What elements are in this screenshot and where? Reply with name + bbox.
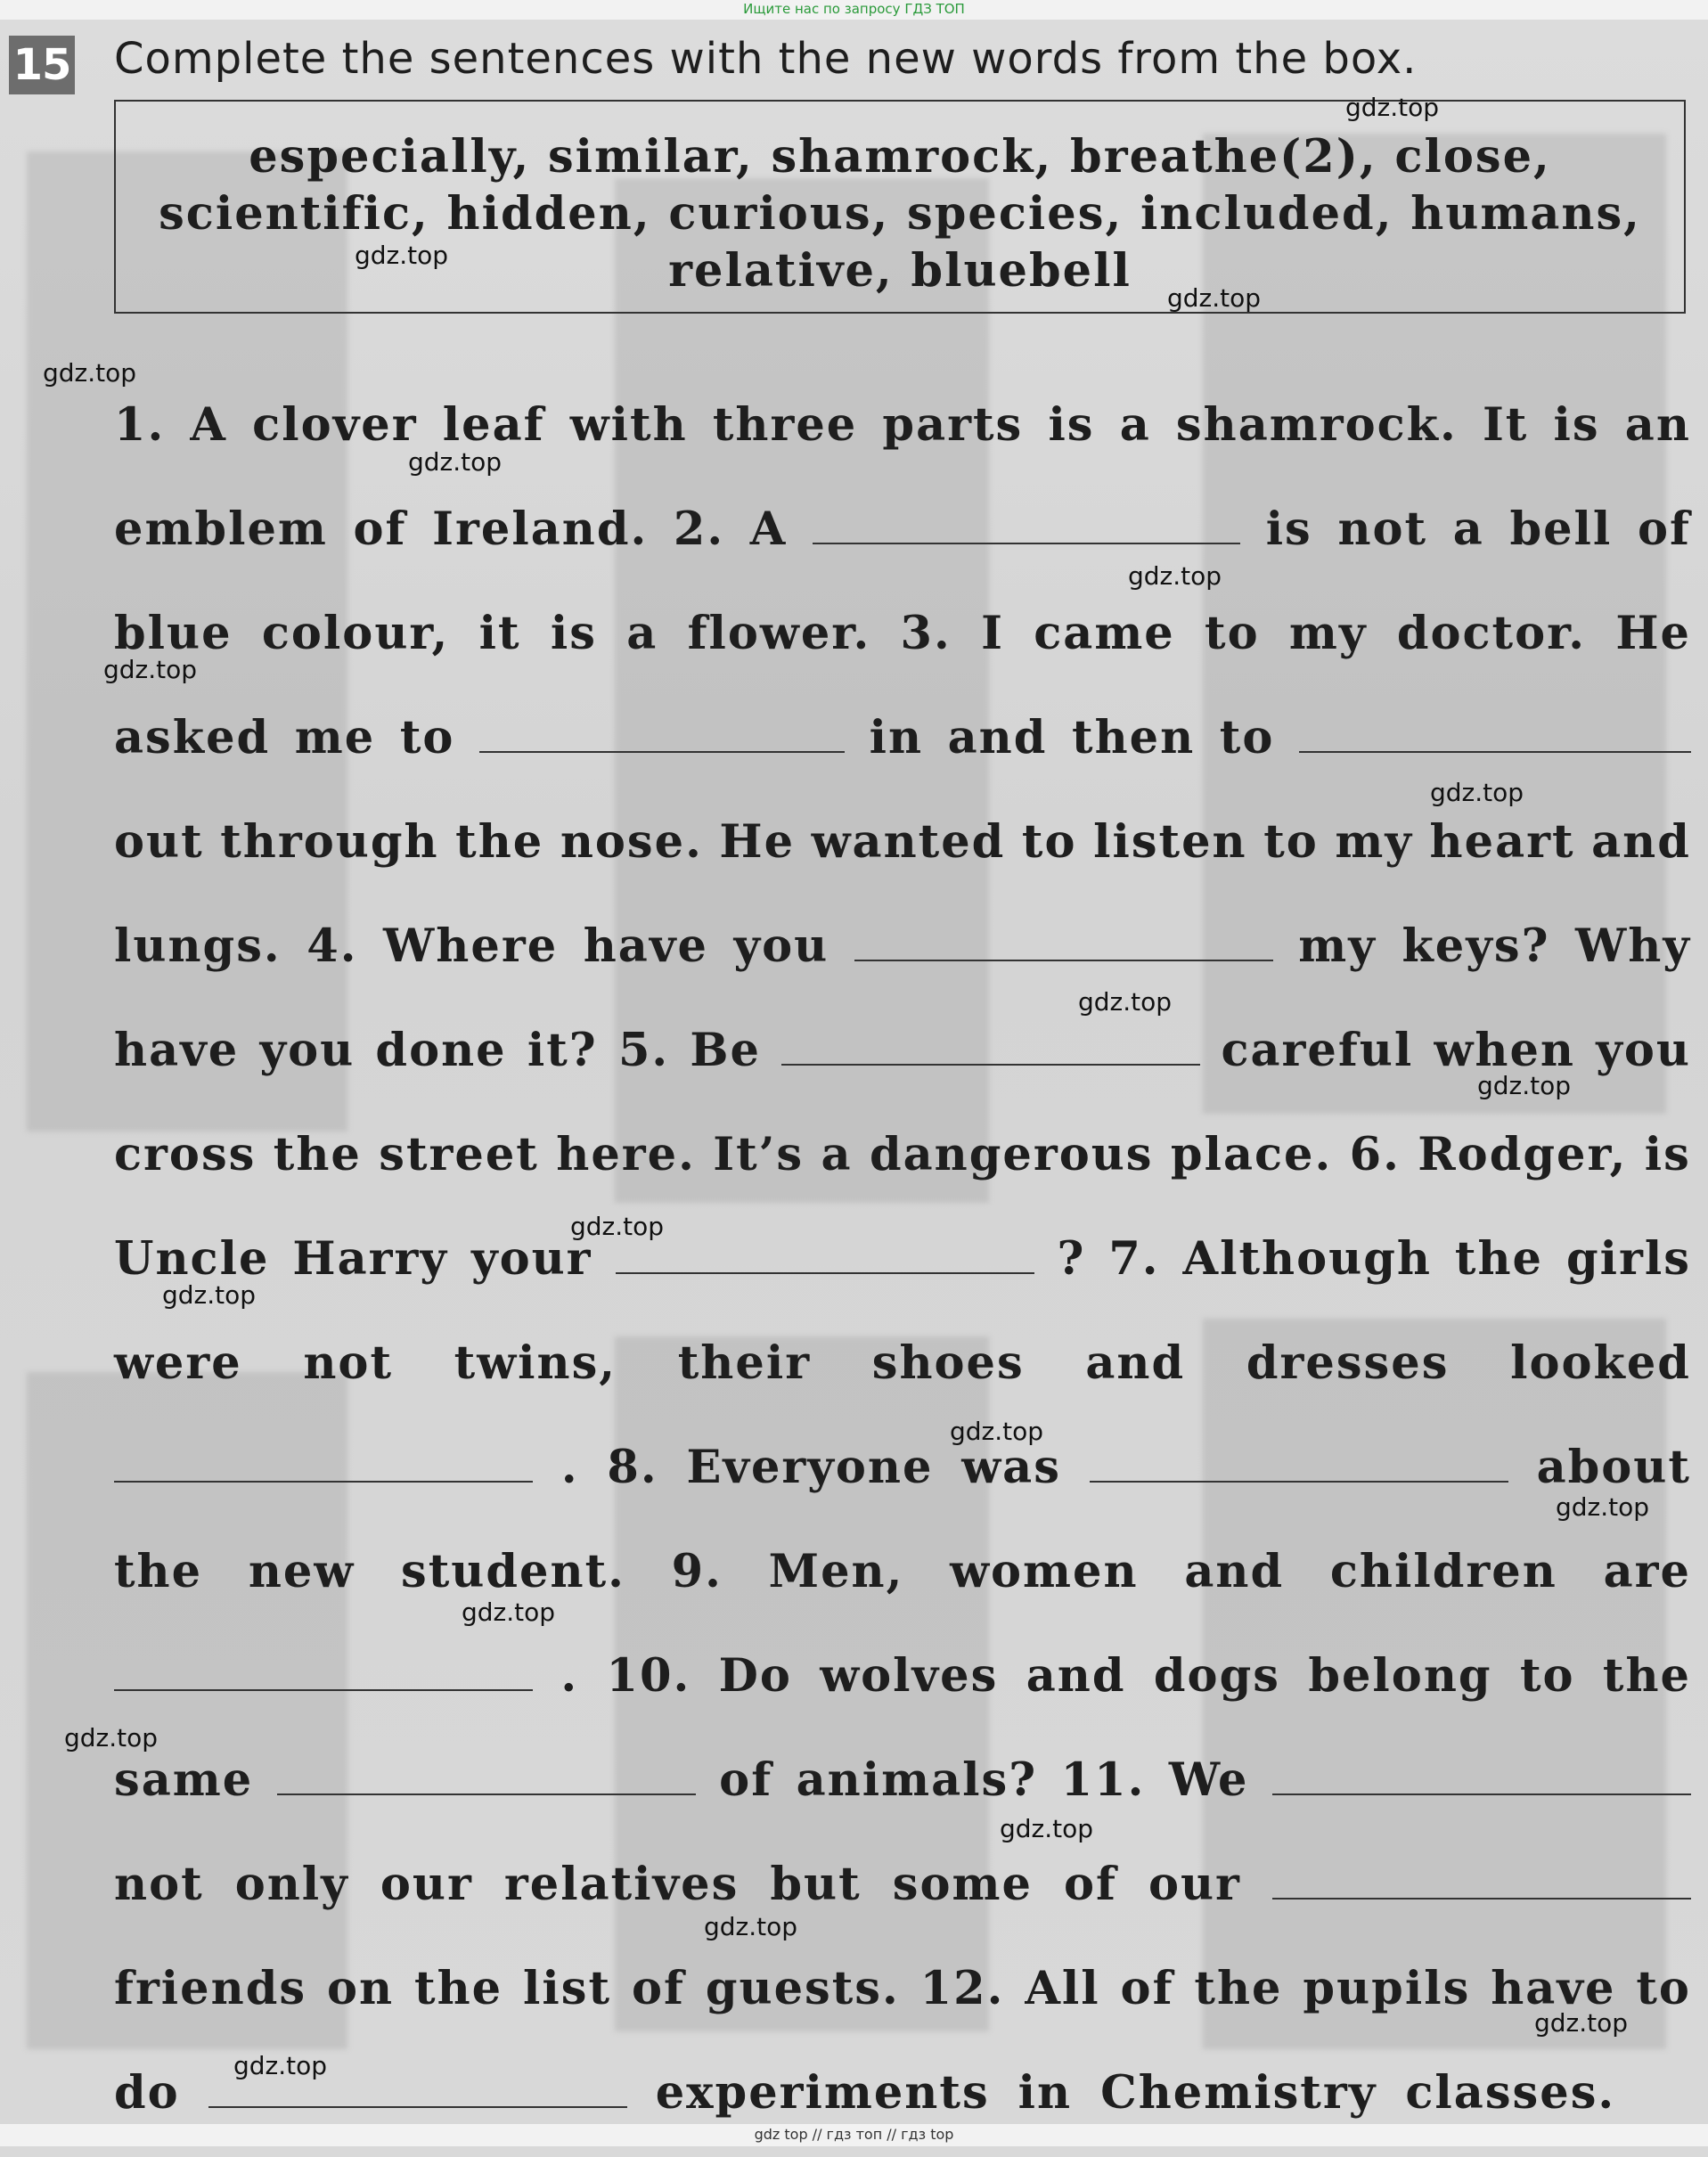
watermark: gdz.top [1000, 1814, 1094, 1843]
word: It [1482, 398, 1529, 452]
word: looked [1510, 1336, 1691, 1390]
word: women [950, 1545, 1139, 1598]
word: three [712, 398, 858, 452]
word: the [1602, 1649, 1691, 1703]
bottom-banner: gdz top // гдз топ // гдз top [0, 2124, 1708, 2146]
word: 4. [306, 919, 358, 973]
watermark: gdz.top [1128, 561, 1222, 591]
word: 11. [1060, 1753, 1146, 1807]
word: of [1637, 502, 1691, 556]
word: listen [1093, 815, 1247, 869]
word: but [770, 1858, 862, 1911]
watermark: gdz.top [1556, 1492, 1650, 1522]
word: have [114, 1024, 240, 1077]
word: bell [1509, 502, 1613, 556]
word: Do [718, 1649, 792, 1703]
word: Harry [292, 1232, 448, 1286]
word: through [220, 815, 439, 869]
word: about [1536, 1441, 1691, 1494]
word: my [1298, 919, 1377, 973]
answer-blank[interactable] [813, 534, 1240, 544]
word: and [1591, 815, 1691, 869]
watermark: gdz.top [64, 1723, 159, 1753]
word: Although [1182, 1232, 1432, 1286]
word: here. [556, 1128, 696, 1181]
word: Uncle [114, 1232, 270, 1286]
word: It’s [713, 1128, 805, 1181]
word: shoes [871, 1336, 1025, 1390]
word: their [677, 1336, 812, 1390]
top-banner: Ищите нас по запросу ГДЗ ТОП [0, 0, 1708, 20]
word: then [1072, 711, 1196, 764]
answer-blank[interactable] [114, 1472, 533, 1483]
word: only [234, 1858, 349, 1911]
word: Why [1575, 919, 1691, 973]
word: is [1048, 398, 1095, 452]
word: and [1184, 1545, 1285, 1598]
word: classes. [1405, 2066, 1616, 2120]
word: of [631, 1962, 685, 2015]
word: animals? [796, 1753, 1038, 1807]
word: asked [114, 711, 271, 764]
word: and [1085, 1336, 1186, 1390]
word: shamrock. [1175, 398, 1458, 452]
watermark: gdz.top [1167, 283, 1262, 313]
word: cross [114, 1128, 257, 1181]
word: 10. [606, 1649, 691, 1703]
word: A [190, 398, 227, 452]
word: dogs [1153, 1649, 1280, 1703]
word: pupils [1303, 1962, 1471, 2015]
text-line [114, 906, 1691, 1010]
word: We [1168, 1753, 1249, 1807]
word: have [583, 919, 708, 973]
watermark: gdz.top [1430, 778, 1524, 807]
word: relatives [503, 1858, 740, 1911]
word: on [327, 1962, 395, 2015]
text-line [114, 489, 1691, 593]
word: Everyone [686, 1441, 934, 1494]
word: our [1148, 1858, 1241, 1911]
word: with [569, 398, 688, 452]
word: of [353, 502, 407, 556]
watermark: gdz.top [1477, 1071, 1572, 1100]
word: 5. [617, 1024, 670, 1077]
word-box-line: relative, bluebell [668, 244, 1132, 298]
text-line [114, 385, 1691, 489]
word: girls [1565, 1232, 1691, 1286]
word: I [981, 607, 1004, 660]
word-box-line: scientific, hidden, curious, species, included, humans, [159, 187, 1641, 241]
word: to [1219, 711, 1275, 764]
word: children [1329, 1545, 1557, 1598]
word: my [1335, 815, 1413, 869]
word: He [1615, 607, 1691, 660]
exercise-instruction: Complete the sentences with the new words from the box. [114, 34, 1418, 84]
word: 8. [607, 1441, 658, 1494]
word: the [414, 1962, 503, 2015]
answer-blank[interactable] [781, 1055, 1200, 1066]
word: new [248, 1545, 355, 1598]
word: All [1025, 1962, 1100, 2015]
word: done [375, 1024, 507, 1077]
word: was [961, 1441, 1061, 1494]
word: the [273, 1128, 362, 1181]
watermark: gdz.top [1534, 2008, 1629, 2038]
word: out [114, 815, 204, 869]
word: dresses [1246, 1336, 1450, 1390]
text-line [114, 1532, 1691, 1636]
word: doctor. [1396, 607, 1587, 660]
word: nose. [560, 815, 703, 869]
word: to [1636, 1962, 1691, 2015]
word-box-line: especially, similar, shamrock, breathe(2), close, [249, 130, 1551, 184]
word: some [892, 1858, 1033, 1911]
word: colour, [261, 607, 450, 660]
exercise-text [114, 385, 1691, 2157]
word: an [1624, 398, 1691, 452]
word: belong [1308, 1649, 1492, 1703]
word: dangerous [869, 1128, 1154, 1181]
word: you [259, 1024, 355, 1077]
word: not [1337, 502, 1428, 556]
answer-blank[interactable] [114, 1680, 533, 1691]
word: in [1017, 2066, 1073, 2120]
watermark: gdz.top [408, 447, 503, 477]
word: emblem [114, 502, 328, 556]
word: 6. [1349, 1128, 1401, 1181]
word: wolves [820, 1649, 999, 1703]
word: 7. [1108, 1232, 1160, 1286]
word: it [478, 607, 521, 660]
watermark: gdz.top [233, 2051, 328, 2080]
watermark: gdz.top [355, 241, 449, 270]
word: do [114, 2066, 180, 2120]
word: friends [114, 1962, 307, 2015]
word: parts [882, 398, 1024, 452]
word: Chemistry [1100, 2066, 1377, 2120]
word: me [294, 711, 376, 764]
word: A [749, 502, 788, 556]
word: have [1491, 1962, 1616, 2015]
word: twins, [454, 1336, 617, 1390]
word: blue [114, 607, 233, 660]
word: ? [1057, 1232, 1086, 1286]
word: same [114, 1753, 254, 1807]
word: you [733, 919, 829, 973]
word: 1. [114, 398, 166, 452]
word: Ireland. [432, 502, 649, 556]
answer-blank[interactable] [479, 742, 845, 753]
word: flower. [687, 607, 871, 660]
word: of [1063, 1858, 1117, 1911]
word: of [719, 1753, 773, 1807]
watermark: gdz.top [43, 358, 137, 388]
text-line [114, 1323, 1691, 1427]
word: not [303, 1336, 393, 1390]
word: list [523, 1962, 612, 2015]
word: of [1120, 1962, 1174, 2015]
text-line [114, 1844, 1691, 1949]
word: is [1644, 1128, 1691, 1181]
watermark: gdz.top [1345, 93, 1440, 122]
text-line [114, 1115, 1691, 1219]
word: Rodger, [1418, 1128, 1628, 1181]
answer-blank[interactable] [1090, 1472, 1508, 1483]
text-line [114, 1010, 1691, 1115]
text-line [114, 1219, 1691, 1323]
watermark: gdz.top [570, 1212, 665, 1241]
answer-blank[interactable] [1272, 1785, 1691, 1795]
text-line [114, 802, 1691, 906]
word: He [719, 815, 796, 869]
word: to [1205, 607, 1260, 660]
word: wanted [811, 815, 1006, 869]
word: when [1434, 1024, 1576, 1077]
word: keys? [1402, 919, 1550, 973]
answer-blank[interactable] [208, 2097, 627, 2108]
word: not [114, 1858, 204, 1911]
text-line [114, 1949, 1691, 2053]
watermark: gdz.top [950, 1417, 1044, 1446]
word: in [869, 711, 924, 764]
word: is [1265, 502, 1312, 556]
word: 2. [673, 502, 725, 556]
word: Where [383, 919, 559, 973]
word: your [470, 1232, 592, 1286]
word: were [114, 1336, 242, 1390]
word: 9. [671, 1545, 723, 1598]
word: a [626, 607, 658, 660]
word: to [1021, 815, 1077, 869]
word: came [1034, 607, 1175, 660]
word: leaf [442, 398, 545, 452]
word: student. [401, 1545, 625, 1598]
watermark: gdz.top [462, 1597, 556, 1627]
word: and [947, 711, 1048, 764]
word: is [1553, 398, 1600, 452]
answer-blank[interactable] [277, 1785, 696, 1795]
watermark: gdz.top [704, 1912, 798, 1941]
word: my [1288, 607, 1368, 660]
watermark: gdz.top [1078, 987, 1173, 1017]
word: . [560, 1649, 579, 1703]
word: the [1454, 1232, 1543, 1286]
word: and [1026, 1649, 1126, 1703]
answer-blank[interactable] [854, 951, 1273, 961]
word: Be [690, 1024, 761, 1077]
text-line [114, 593, 1691, 698]
word: careful [1221, 1024, 1414, 1077]
word: 12. [919, 1962, 1005, 2015]
text-line [114, 1740, 1691, 1844]
word: lungs. [114, 919, 282, 973]
word: is [550, 607, 597, 660]
text-line [114, 1427, 1691, 1532]
word: are [1603, 1545, 1691, 1598]
word: it? [527, 1024, 598, 1077]
word: place. [1170, 1128, 1333, 1181]
word: street [379, 1128, 539, 1181]
word: heart [1429, 815, 1575, 869]
word: a [1452, 502, 1484, 556]
word: to [399, 711, 455, 764]
word: Men, [768, 1545, 904, 1598]
word: to [1263, 815, 1319, 869]
word: our [380, 1858, 473, 1911]
answer-blank[interactable] [1299, 742, 1691, 753]
word: clover [252, 398, 418, 452]
word: a [821, 1128, 853, 1181]
word: experiments [655, 2066, 990, 2120]
word: you [1596, 1024, 1691, 1077]
word: . [560, 1441, 579, 1494]
word: guests. [705, 1962, 900, 2015]
word: the [1194, 1962, 1283, 2015]
answer-blank[interactable] [616, 1263, 1034, 1274]
word: a [1119, 398, 1151, 452]
watermark: gdz.top [103, 655, 198, 684]
word-box [114, 100, 1686, 314]
answer-blank[interactable] [1272, 1889, 1691, 1900]
word: 3. [900, 607, 952, 660]
word: to [1519, 1649, 1575, 1703]
word: the [455, 815, 544, 869]
text-line [114, 1636, 1691, 1740]
exercise-number: 15 [9, 36, 75, 94]
watermark: gdz.top [162, 1280, 257, 1310]
word: the [114, 1545, 203, 1598]
